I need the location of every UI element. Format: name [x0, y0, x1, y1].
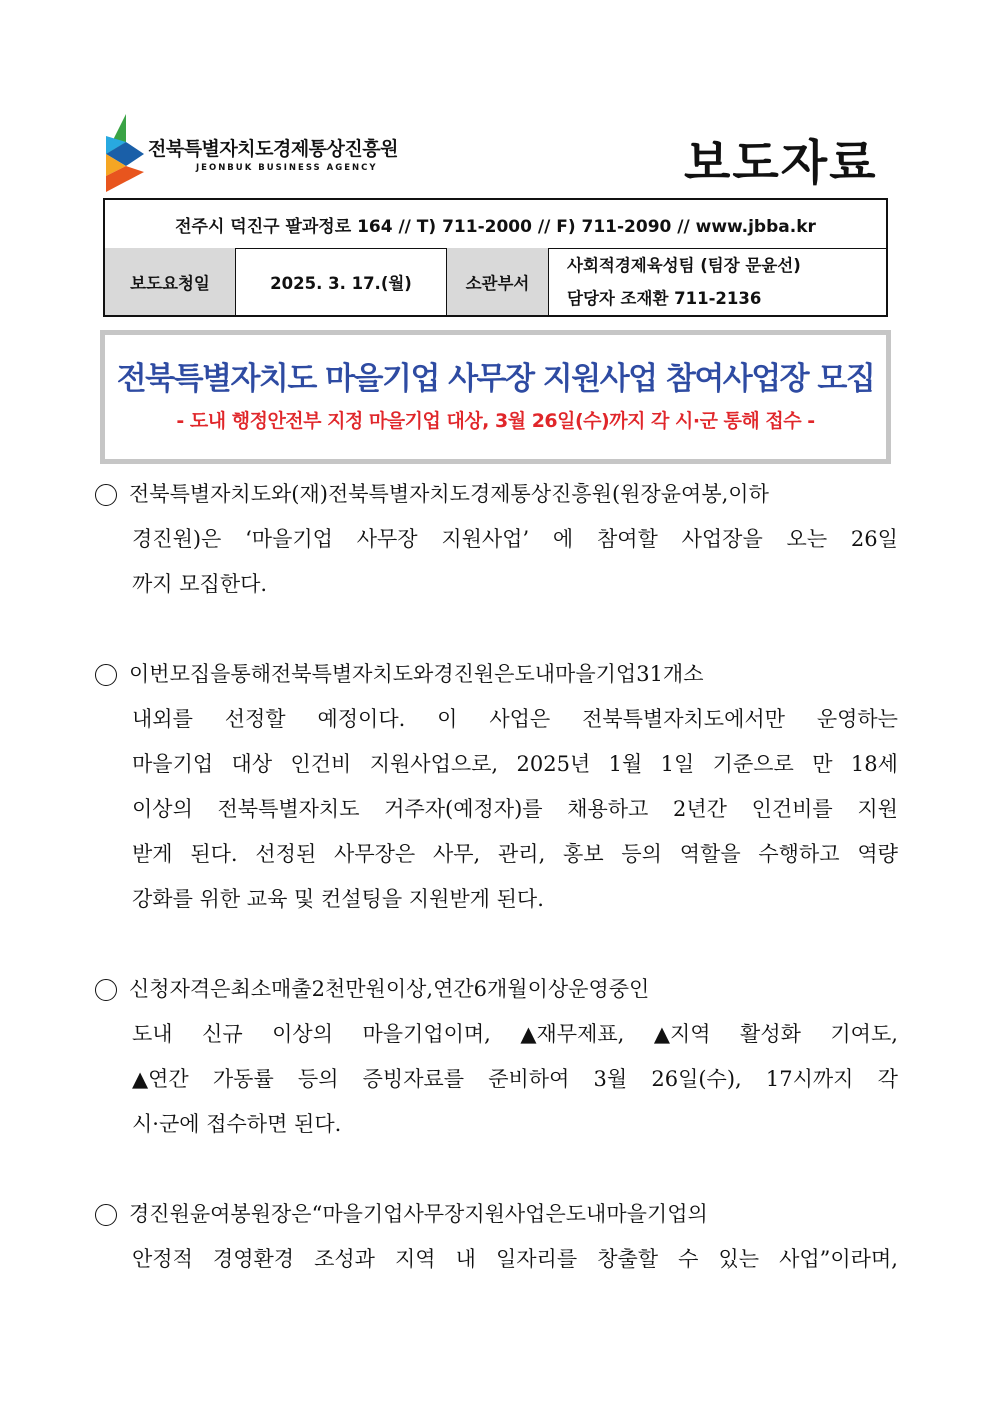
circle-bullet-icon: [95, 484, 117, 506]
headline-subtitle: - 도내 행정안전부 지정 마을기업 대상, 3월 26일(수)까지 각 시·군 통해 접수 -: [176, 410, 815, 432]
department-label: 소관부서: [447, 248, 549, 315]
org-logo: [104, 114, 444, 194]
circle-bullet-icon: [95, 979, 117, 1001]
request-date-label: 보도요청일: [105, 248, 236, 315]
press-info-table: [103, 198, 888, 317]
paragraph-line: 안정적 경영환경 조성과 지역 내 일자리를 창출할 수 있는 사업”이라며,: [132, 1247, 898, 1271]
department-cell: [549, 248, 886, 315]
contact-person: 담당자 조재환 711-2136: [567, 288, 762, 308]
headline-title: 전북특별자치도 마을기업 사무장 지원사업 참여사업장 모집: [116, 361, 875, 397]
paragraph-line: 강화를 위한 교육 및 컨설팅을 지원받게 된다.: [132, 887, 544, 911]
department-name: 사회적경제육성팀 (팀장 문윤선): [567, 255, 801, 275]
paragraph-line: 이번모집을통해전북특별자치도와경진원은도내마을기업31개소: [129, 662, 704, 686]
org-name: 전북특별자치도경제통상진흥원: [148, 138, 398, 160]
jbba-logo-icon: [104, 114, 144, 192]
contact-line: 전주시 덕진구 팔과정로 164 // T) 711-2000 // F) 711-2090 // www.jbba.kr: [105, 200, 886, 249]
paragraph-line: 시·군에 접수하면 된다.: [132, 1112, 342, 1136]
org-name-english: JEONBUK BUSINESS AGENCY: [196, 163, 378, 173]
paragraph-3: [95, 967, 898, 1147]
paragraph-line: 마을기업 대상 인건비 지원사업으로, 2025년 1월 1일 기준으로 만 18세: [132, 752, 898, 776]
paragraph-line: ▲연간 가동률 등의 증빙자료를 준비하여 3월 26일(수), 17시까지 각: [132, 1067, 898, 1091]
headline-box: [100, 330, 891, 464]
paragraph-line: 내외를 선정할 예정이다. 이 사업은 전북특별자치도에서만 운영하는: [132, 707, 898, 731]
paragraph-1: [95, 472, 898, 607]
circle-bullet-icon: [95, 1204, 117, 1226]
paragraph-line: 경진원)은 ‘마을기업 사무장 지원사업’ 에 참여할 사업장을 오는 26일: [132, 527, 898, 551]
circle-bullet-icon: [95, 664, 117, 686]
paragraph-line: 받게 된다. 선정된 사무장은 사무, 관리, 홍보 등의 역할을 수행하고 역량: [132, 842, 898, 866]
document-type-title: 보도자료: [684, 135, 878, 191]
paragraph-4: [95, 1192, 898, 1282]
paragraph-line: 경진원윤여봉원장은“마을기업사무장지원사업은도내마을기업의: [129, 1202, 708, 1226]
paragraph-line: 전북특별자치도와(재)전북특별자치도경제통상진흥원(원장윤여봉,이하: [129, 482, 769, 506]
paragraph-line: 까지 모집한다.: [132, 572, 268, 596]
paragraph-2: [95, 652, 898, 922]
request-date: 2025. 3. 17.(월): [236, 248, 447, 315]
paragraph-line: 이상의 전북특별자치도 거주자(예정자)를 채용하고 2년간 인건비를 지원: [132, 797, 898, 821]
paragraph-line: 신청자격은최소매출2천만원이상,연간6개월이상운영중인: [129, 977, 650, 1001]
paragraph-line: 도내 신규 이상의 마을기업이며, ▲재무제표, ▲지역 활성화 기여도,: [132, 1022, 898, 1046]
